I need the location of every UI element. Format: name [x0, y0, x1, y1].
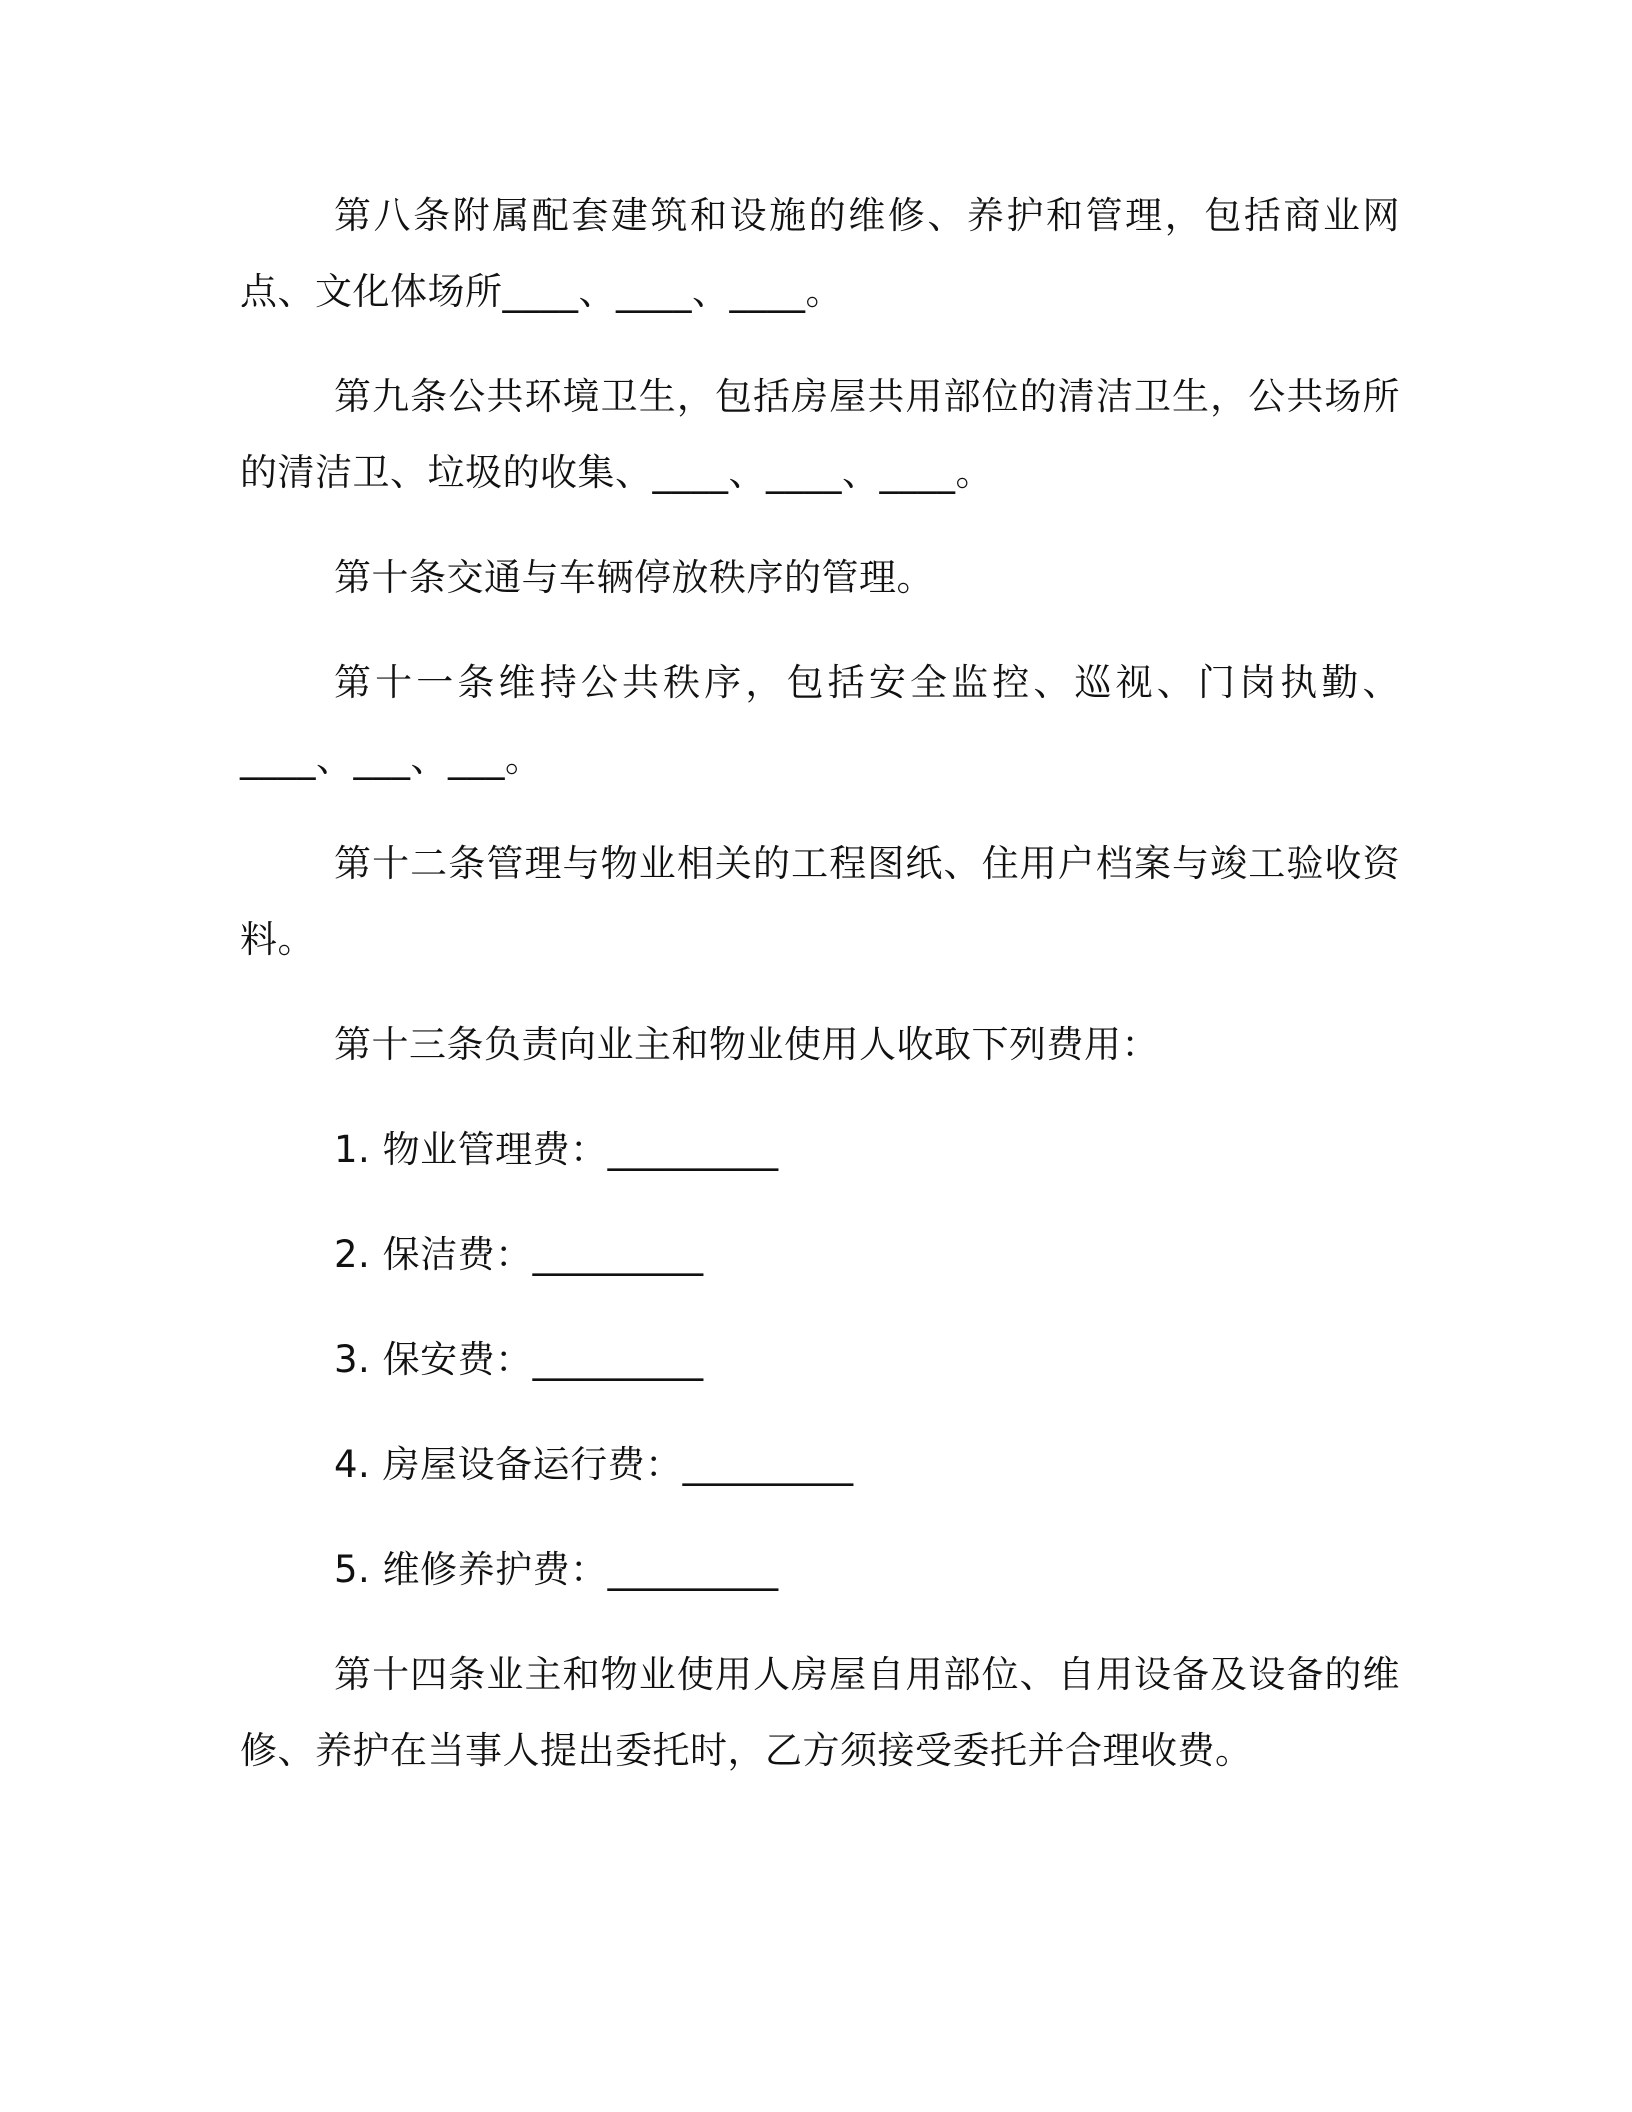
- article-8: 第八条附属配套建筑和设施的维修、养护和管理，包括商业网点、文化体场所____、____、____。: [240, 194, 1400, 313]
- article-13: 第十三条负责向业主和物业使用人收取下列费用：: [334, 1023, 1159, 1066]
- article-14: 第十四条业主和物业使用人房屋自用部位、自用设备及设备的维修、养护在当事人提出委托时，乙方须接受委托并合理收费。: [240, 1653, 1400, 1772]
- fee-item-cleaning: 2. 保洁费：_________: [334, 1233, 704, 1276]
- fee-item-equipment-operation: 4. 房屋设备运行费：_________: [334, 1443, 854, 1486]
- fee-item-security: 3. 保安费：_________: [334, 1338, 704, 1381]
- article-9: 第九条公共环境卫生，包括房屋共用部位的清洁卫生，公共场所的清洁卫、垃圾的收集、____、____、____。: [240, 375, 1400, 494]
- document-body: [240, 178, 1400, 1818]
- article-12: 第十二条管理与物业相关的工程图纸、住用户档案与竣工验收资料。: [240, 842, 1400, 961]
- fee-item-maintenance: 5. 维修养护费：_________: [334, 1548, 779, 1591]
- article-11: 第十一条维持公共秩序，包括安全监控、巡视、门岗执勤、____、___、___。: [240, 661, 1400, 780]
- fee-item-property-management: 1. 物业管理费：_________: [334, 1128, 779, 1171]
- article-10: 第十条交通与车辆停放秩序的管理。: [334, 556, 934, 599]
